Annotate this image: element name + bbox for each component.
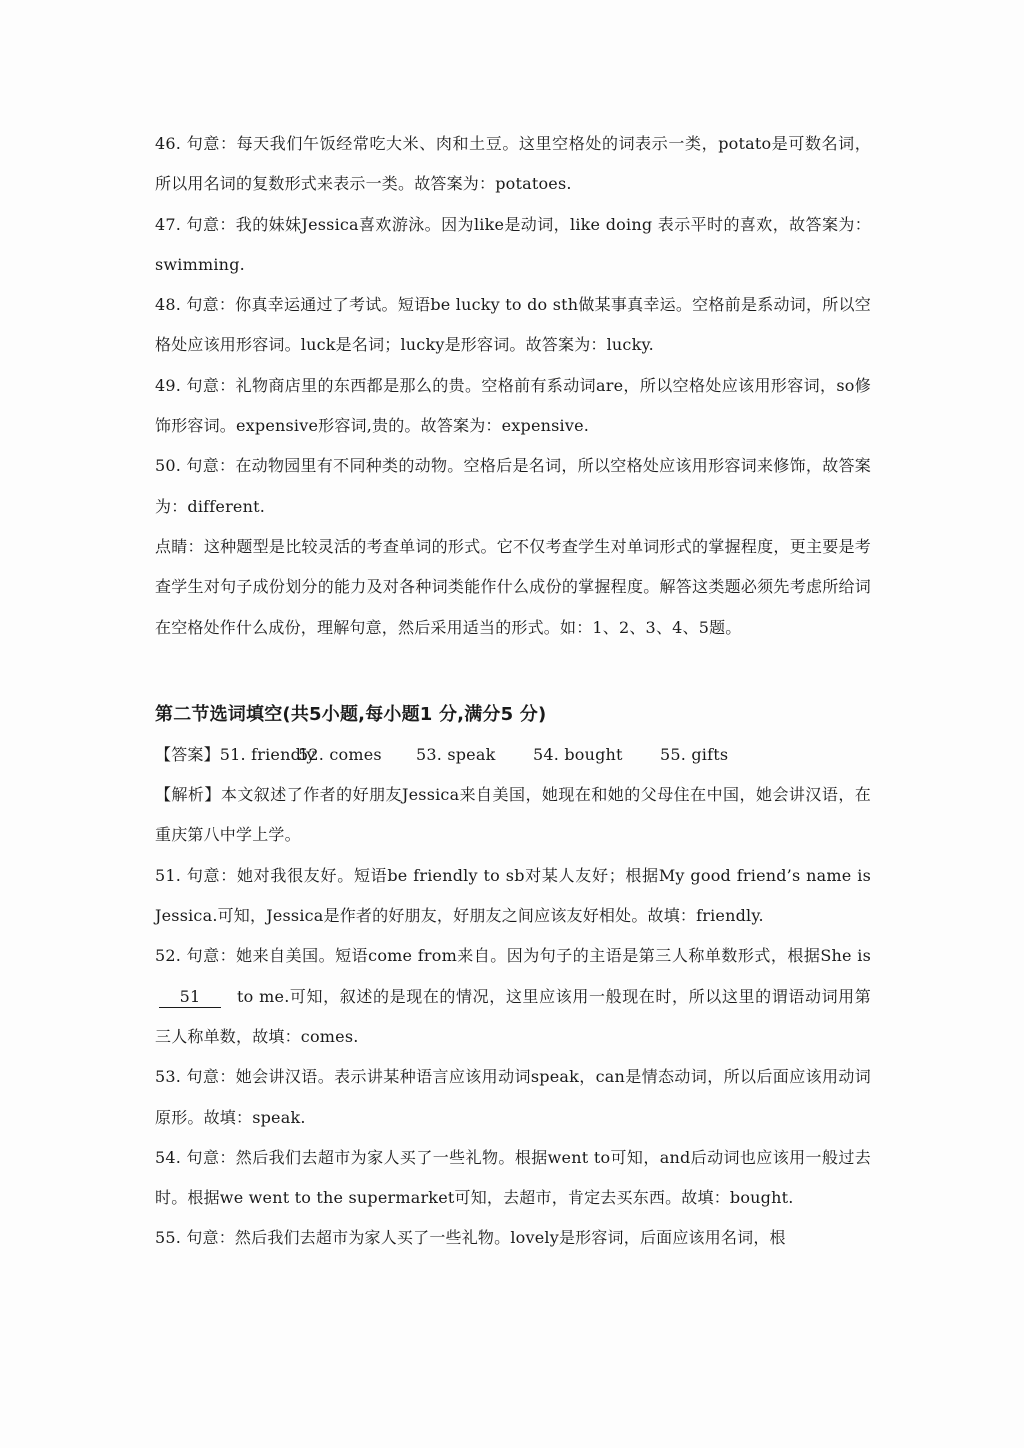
- item-55-explanation: 55. 句意：然后我们去超市为家人买了一些礼物。lovely是形容词，后面应该用名词，根: [155, 1228, 786, 1248]
- answer-55: 55. gifts: [660, 744, 729, 764]
- item-46-explanation: 46. 句意：每天我们午饭经常吃大米、肉和土豆。这里空格处的词表示一类，potato是可数名词，所以用名词的复数形式来表示一类。故答案为：potatoes.: [155, 134, 871, 194]
- section-gap: [155, 648, 871, 695]
- item-50-explanation: 50. 句意：在动物园里有不同种类的动物。空格后是名词，所以空格处应该用形容词来修饰，故答案为：different.: [155, 456, 871, 516]
- answer-54: 54. bought: [533, 744, 623, 764]
- tip-paragraph: 点睛：这种题型是比较灵活的考查单词的形式。它不仅考查学生对单词形式的掌握程度，更主要是考查学生对句子成份划分的能力及对各种词类能作什么成份的掌握程度。解答这类题必须先考虑所给词在空格处作什么成份，理解句意，然后采用适当的形式。如：1、2、3、4、5题。: [155, 536, 871, 637]
- item-52-text-start: 52. 句意：她来自美国。短语come from来自。因为句子的主语是第三人称单数形式，根据She is: [155, 946, 871, 966]
- answer-51: 【答案】51. friendly: [155, 744, 316, 764]
- item-52-text-end: to me.可知，叙述的是现在的情况，这里应该用一般现在时，所以这里的谓语动词用第三人称单数，故填：comes.: [155, 986, 871, 1046]
- answer-53: 53. speak: [416, 744, 496, 764]
- item-54-explanation: 54. 句意：然后我们去超市为家人买了一些礼物。根据went to可知，and后动词也应该用一般过去时。根据we went to the supermarket可知，去超市，肯定去买东西。故填：bought.: [155, 1147, 871, 1208]
- item-53-explanation: 53. 句意：她会讲汉语。表示讲某种语言应该用动词speak，can是情态动词，所以后面应该用动词原形。故填：speak.: [155, 1067, 871, 1127]
- page-content: [155, 124, 871, 1259]
- blank-51: 51: [159, 987, 221, 1008]
- item-51-explanation: 51. 句意：她对我很友好。短语be friendly to sb对某人友好；根据My good friend’s name is Jessica.可知，Jessica是作者的好朋友，好朋友之间应该友好相处。故填：friendly.: [155, 865, 871, 926]
- section-title: 第二节选词填空(共5小题,每小题1 分,满分5 分): [155, 703, 547, 725]
- item-49-explanation: 49. 句意：礼物商店里的东西都是那么的贵。空格前有系动词are，所以空格处应该用形容词，so修饰形容词。expensive形容词,贵的。故答案为：expensive.: [155, 375, 871, 436]
- item-48-explanation: 48. 句意：你真幸运通过了考试。短语be lucky to do sth做某事真幸运。空格前是系动词，所以空格处应该用形容词。luck是名词；lucky是形容词。故答案为：lucky.: [155, 295, 871, 355]
- analysis-paragraph: 【解析】本文叙述了作者的好朋友Jessica来自美国，她现在和她的父母住在中国，她会讲汉语，在重庆第八中学上学。: [155, 785, 871, 845]
- item-47-explanation: 47. 句意：我的妹妹Jessica喜欢游泳。因为like是动词，like doing 表示平时的喜欢，故答案为：swimming.: [155, 214, 871, 274]
- answer-52: 52. comes: [298, 744, 382, 764]
- answer-row: [155, 735, 871, 775]
- item-52-explanation: [155, 936, 871, 1057]
